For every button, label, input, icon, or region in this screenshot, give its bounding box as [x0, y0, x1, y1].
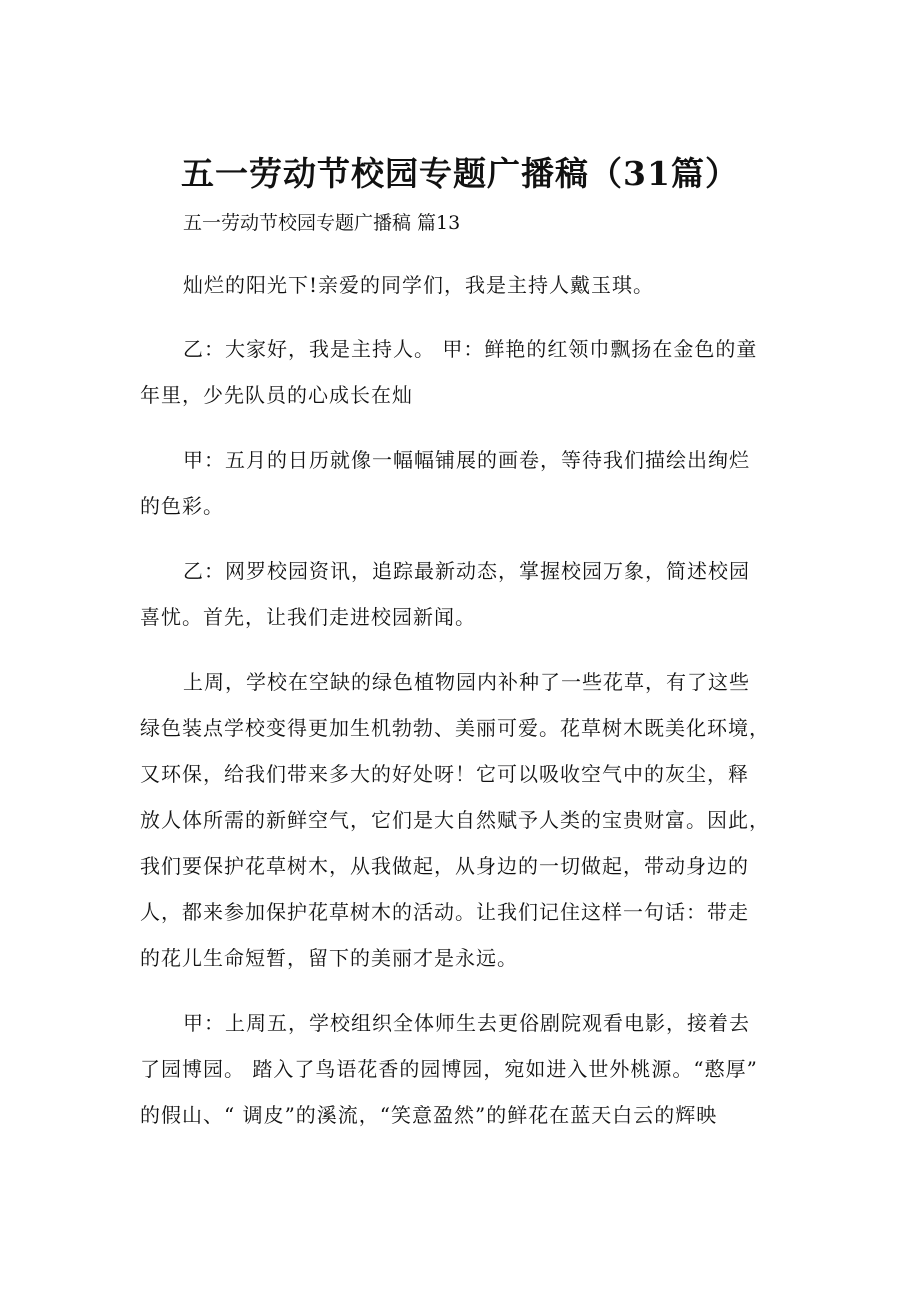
paragraph-line: 放人体所需的新鲜空气，它们是大自然赋予人类的宝贵财富。因此， — [140, 808, 770, 832]
paragraph-line: 的色彩。 — [140, 494, 224, 518]
paragraph-line: 人，都来参加保护花草树木的活动。让我们记住这样一句话：带走 — [140, 900, 749, 924]
paragraph-line: 了园博园。 踏入了鸟语花香的园博园，宛如进入世外桃源。“憨厚” — [140, 1057, 758, 1081]
paragraph-line: 的花儿生命短暂，留下的美丽才是永远。 — [140, 946, 518, 970]
paragraph-line: 年里，少先队员的心成长在灿 — [140, 383, 413, 407]
paragraph-line: 上周，学校在空缺的绿色植物园内补种了一些花草，有了这些 — [183, 670, 750, 694]
paragraph-line: 绿色装点学校变得更加生机勃勃、美丽可爱。花草树木既美化环境， — [140, 716, 770, 740]
paragraph-line: 又环保，给我们带来多大的好处呀！它可以吸收空气中的灰尘，释 — [140, 762, 749, 786]
paragraph-line: 的假山、“ 调皮”的溪流，“笑意盈然”的鲜花在蓝天白云的辉映 — [140, 1103, 718, 1127]
paragraph-line: 喜忧。首先，让我们走进校园新闻。 — [140, 605, 476, 629]
paragraph-line: 乙：大家好，我是主持人。 甲：鲜艳的红领巾飘扬在金色的童 — [183, 337, 758, 361]
paragraph-line: 我们要保护花草树木，从我做起，从身边的一切做起，带动身边的 — [140, 854, 749, 878]
document-subtitle: 五一劳动节校园专题广播稿 篇13 — [183, 212, 461, 234]
paragraph-line: 乙：网罗校园资讯，追踪最新动态，掌握校园万象，简述校园 — [183, 559, 750, 583]
paragraph-line: 甲：上周五，学校组织全体师生去更俗剧院观看电影，接着去 — [183, 1011, 750, 1035]
paragraph-line: 甲：五月的日历就像一幅幅铺展的画卷，等待我们描绘出绚烂 — [183, 448, 750, 472]
paragraph-line: 灿烂的阳光下!亲爱的同学们，我是主持人戴玉琪。 — [183, 273, 655, 297]
document-title: 五一劳动节校园专题广播稿（31篇） — [181, 154, 739, 193]
